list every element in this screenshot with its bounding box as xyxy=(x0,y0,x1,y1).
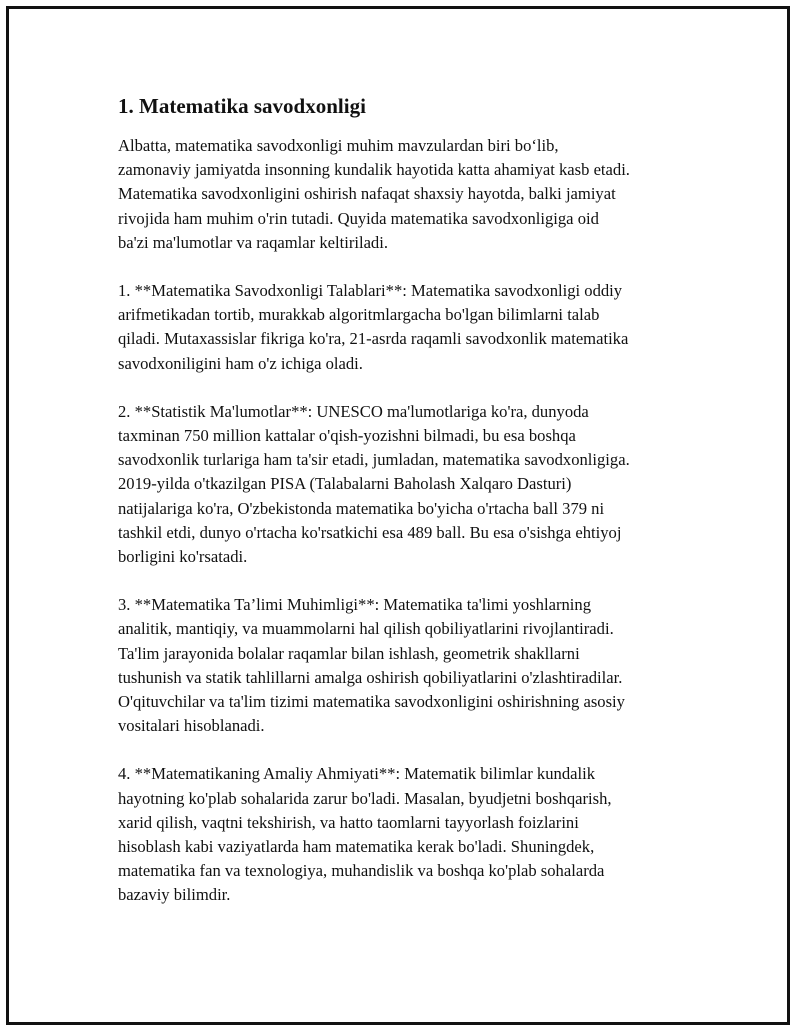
paragraph-line: hayotning ko'plab sohalarida zarur bo'ladi. Masalan, byudjetni boshqarish, xyxy=(118,788,612,808)
paragraph-line: 1. **Matematika Savodxonligi Talablari**: Matematika savodxonligi oddiy xyxy=(118,281,623,301)
paragraph-line: 2019-yilda o'tkazilgan PISA (Talabalarni Baholash Xalqaro Dasturi) xyxy=(118,474,572,494)
point-2-paragraph xyxy=(118,400,698,569)
point-4-paragraph xyxy=(118,762,698,907)
point-3-paragraph xyxy=(118,593,698,738)
paragraph-line: xarid qilish, vaqtni tekshirish, va hatto taomlarni tayyorlash foizlarini xyxy=(118,812,579,832)
paragraph-line: savodxoniligini ham o'z ichiga oladi. xyxy=(118,353,363,373)
paragraph-line: natijalariga ko'ra, O'zbekistonda matematika bo'yicha o'rtacha ball 379 ni xyxy=(118,498,605,518)
paragraph-line: Albatta, matematika savodxonligi muhim mavzulardan biri bo‘lib, xyxy=(118,136,559,155)
paragraph-line: Ta'lim jarayonida bolalar raqamlar bilan ishlash, geometrik shakllarni xyxy=(118,643,580,663)
paragraph-line: savodxonlik turlariga ham ta'sir etadi, jumladan, matematika savodxonligiga. xyxy=(118,450,630,470)
point-1-paragraph xyxy=(118,279,698,376)
paragraph-line: 4. **Matematikaning Amaliy Ahmiyati**: Matematik bilimlar kundalik xyxy=(118,764,595,784)
document-content xyxy=(118,92,698,932)
paragraph-line: arifmetikadan tortib, murakkab algoritmlargacha bo'lgan bilimlarni talab xyxy=(118,305,600,325)
paragraph-line: tushunish va statik tahlillarni amalga oshirish qobiliyatlarini o'zlashtiradilar. xyxy=(118,667,623,687)
paragraph-line: vositalari hisoblanadi. xyxy=(118,716,265,736)
paragraph-line: matematika fan va texnologiya, muhandislik va boshqa ko'plab sohalarda xyxy=(118,861,605,881)
paragraph-line: analitik, mantiqiy, va muammolarni hal qilish qobiliyatlarini rivojlantiradi. xyxy=(118,619,614,639)
paragraph-line: tashkil etdi, dunyo o'rtacha ko'rsatkichi esa 489 ball. Bu esa o'sishga ehtiyoj xyxy=(118,522,622,542)
paragraph-line: taxminan 750 million kattalar o'qish-yozishni bilmadi, bu esa boshqa xyxy=(118,426,576,446)
paragraph-line: hisoblash kabi vaziyatlarda ham matematika kerak bo'ladi. Shuningdek, xyxy=(118,837,595,857)
intro-paragraph xyxy=(118,134,698,255)
paragraph-line: zamonaviy jamiyatda insonning kundalik hayotida katta ahamiyat kasb etadi. xyxy=(118,160,630,180)
paragraph-line: borligini ko'rsatadi. xyxy=(118,547,248,567)
paragraph-line: O'qituvchilar va ta'lim tizimi matematika savodxonligini oshirishning asosiy xyxy=(118,692,625,712)
paragraph-line: 3. **Matematika Ta’limi Muhimligi**: Matematika ta'limi yoshlarning xyxy=(118,595,591,615)
paragraph-line: 2. **Statistik Ma'lumotlar**: UNESCO ma'lumotlariga ko'ra, dunyoda xyxy=(118,401,589,421)
paragraph-line: ba'zi ma'lumotlar va raqamlar keltiriladi. xyxy=(118,232,388,252)
document-title: 1. Matematika savodxonligi xyxy=(118,94,366,118)
paragraph-line: bazaviy bilimdir. xyxy=(118,885,231,905)
paragraph-line: Matematika savodxonligini oshirish nafaqat shaxsiy hayotda, balki jamiyat xyxy=(118,184,616,204)
paragraph-line: qiladi. Mutaxassislar fikriga ko'ra, 21-asrda raqamli savodxonlik matematika xyxy=(118,329,629,349)
paragraph-line: rivojida ham muhim o'rin tutadi. Quyida matematika savodxonligiga oid xyxy=(118,208,599,228)
